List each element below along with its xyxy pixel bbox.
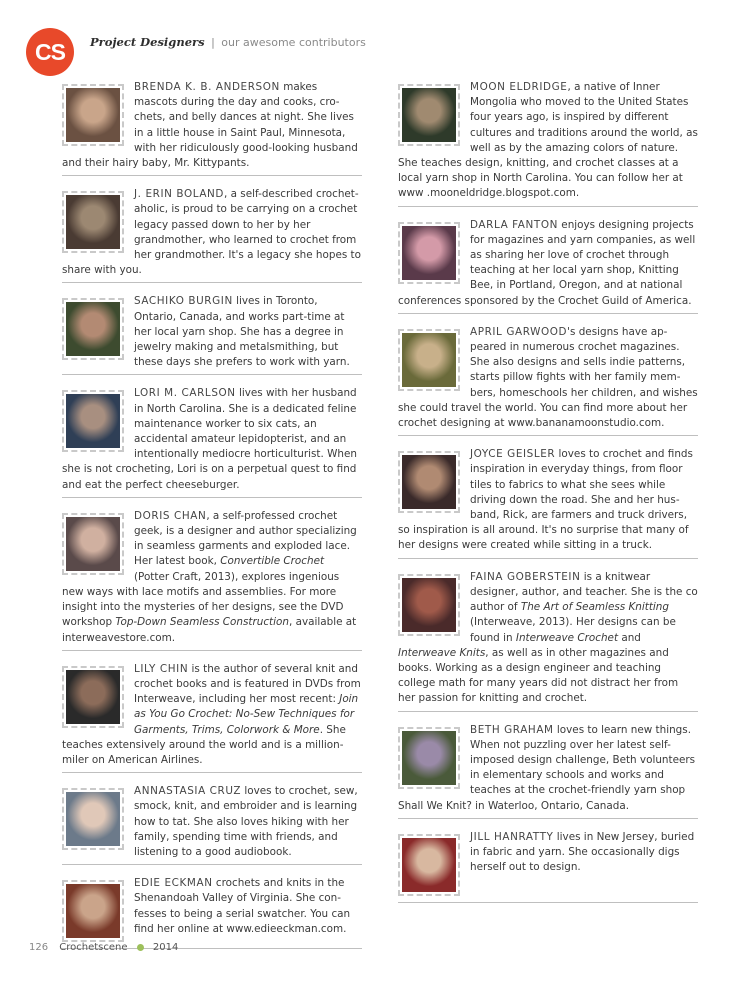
magazine-name: Crochetscene <box>59 942 128 953</box>
portrait-image <box>66 88 120 142</box>
contributor-photo <box>398 222 460 284</box>
contributor-photo <box>62 788 124 850</box>
section-subtitle: our awesome contributors <box>221 36 366 49</box>
bio-text: enjoys designing projects for magazines and yarn companies, as well as sharing her love of crochet through teaching at her local yarn shop, Knitting Bee, in Portland, Oregon, and at national conferences sponsored by the Crochet Guild of America. <box>398 218 696 307</box>
contributor-entry <box>398 447 698 558</box>
left-column <box>62 80 362 960</box>
portrait-image <box>66 517 120 571</box>
bio-text: 's designs have appeared in numerous crochet magazines. She also designs and sells indie patterns, starts pillow fights with her family members, homeschools her children, and wishes she could travel the world. You can find more about her crochet designing at www.bananamoonstudio.com. <box>398 325 698 430</box>
contributor-name: SACHIKO BURGIN <box>134 295 233 308</box>
contributor-photo <box>398 451 460 513</box>
contributor-name: JOYCE GEISLER <box>470 448 556 461</box>
contributor-entry <box>62 784 362 865</box>
portrait-image <box>402 578 456 632</box>
portrait-image <box>402 88 456 142</box>
bio-text: loves to learn new things. When not puzzling over her latest self-imposed design challenge, Beth volunteers in elementary schools and works and teaches at the crochet-friendly yarn shop Shall We Knit? in Waterloo, Ontario, Canada. <box>398 723 696 812</box>
contributor-photo <box>62 513 124 575</box>
contributor-photo <box>398 834 460 896</box>
bio-text: lives in Toronto, Ontario, Canada, and works part-time at her local yarn shop. She has a degree in jewelry making and metalsmithing, but these days she prefers to work with yarn. <box>134 295 350 369</box>
contributor-name: DARLA FANTON <box>470 218 558 231</box>
section-title: Project Designers <box>90 35 205 49</box>
bio-text: and <box>618 631 641 644</box>
contributor-photo <box>62 191 124 253</box>
contributor-entry <box>62 80 362 176</box>
contributor-photo <box>398 329 460 391</box>
contributor-name: BRENDA K. B. ANDERSON <box>134 81 280 93</box>
bio-text: lives in New Jersey, buried in fabric and yarn. She occasionally digs herself out to design. <box>470 830 695 874</box>
contributor-entry <box>62 386 362 497</box>
contributor-photo <box>62 298 124 360</box>
bio-text: crochets and knits in the Shenandoah Valley of Virginia. She confesses to being a serial swatcher. You can find her online at www.edieeckman.com. <box>134 877 351 935</box>
portrait-image <box>402 333 456 387</box>
contributor-name: ANNASTASIA CRUZ <box>134 785 242 798</box>
contributor-entry <box>62 876 362 949</box>
italic-title: Interweave Crochet <box>515 631 619 644</box>
italic-title: Convertible Crochet <box>220 555 325 568</box>
bio-text: , a self-professed crochet geek, is a designer and author specializing in seamless garments and exploded lace. Her latest book, <box>134 509 357 568</box>
contributor-name: MOON ELDRIDGE <box>470 81 568 93</box>
bio-text: loves to crochet, sew, smock, knit, and embroider and is learning how to tat. She also loves hiking with her family, spending time with friends, and listening to a good audiobook. <box>134 785 358 858</box>
contributor-name: FAINA GOBERSTEIN <box>470 570 581 583</box>
page-footer <box>29 942 178 953</box>
portrait-image <box>66 302 120 356</box>
contributor-entry <box>398 830 698 903</box>
bio-text: (Potter Craft, 2013), explores ingenious new ways with lace motifs and assemblies. For more insight into the mysteries of her designs, see the DVD workshop <box>62 570 344 629</box>
page-number: 126 <box>29 942 49 953</box>
bio-text: , available at interweavestore.com. <box>62 616 357 644</box>
bio-text: is the author of several knit and crochet books and is featured in DVDs from Interweave, including her most recent: <box>134 662 361 706</box>
contributor-name: J. ERIN BOLAND <box>134 188 225 201</box>
contributor-name: DORIS CHAN <box>134 509 207 522</box>
issue-year: 2014 <box>152 942 179 953</box>
contributor-entry <box>62 509 362 651</box>
portrait-image <box>402 838 456 892</box>
portrait-image <box>66 394 120 448</box>
header-separator: | <box>211 36 215 49</box>
bio-text: loves to crochet and finds inspiration in everyday things, from floor tiles to fabrics to what she sees while driving down the road. She and her husband, Rick, are farmers and truck drivers, so inspiration is all around. It's no surprise that many of her designs were created while sitting in a truck. <box>398 448 693 552</box>
contributor-entry <box>398 80 698 207</box>
portrait-image <box>66 792 120 846</box>
italic-title: Join as You Go Crochet: No-Sew Techniques for Garments, Trims, Colorwork & More <box>134 693 359 736</box>
contributor-entry <box>398 570 698 712</box>
contributor-entry <box>398 325 698 436</box>
contributor-name: BETH GRAHAM <box>470 723 554 736</box>
italic-title: Top-Down Seamless Construction <box>115 616 289 629</box>
contributor-photo <box>62 666 124 728</box>
portrait-image <box>402 226 456 280</box>
contributor-name: LILY CHIN <box>134 662 189 675</box>
bio-text: lives with her husband in North Carolina. She is a dedicated feline maintenance worker to six cats, an accidental amateur lepidopterist, and an intentionally mediocre horticulturist. When she is not crocheting, Lori is on a perpetual quest to find and eat the perfect cheeseburger. <box>62 387 357 491</box>
portrait-image <box>66 670 120 724</box>
contributor-photo <box>62 84 124 146</box>
contributor-name: JILL HANRATTY <box>470 830 554 843</box>
bio-text: is a knitwear designer, author, and teacher. She is the co author of <box>470 570 698 614</box>
contributor-photo <box>398 84 460 146</box>
bio-text: makes mascots during the day and cooks, crochets, and belly dances at night. She lives in a little house in Saint Paul, Minnesota, with her ridiculously good-looking husband and their hairy baby, Mr. Kittypants. <box>62 81 358 170</box>
contributor-photo <box>62 880 124 942</box>
contributor-entry <box>62 662 362 773</box>
bio-text: , as well as in other magazines and books. Working as a design engineer and teaching college math for many years did not distract her from her passion for knitting and crochet. <box>398 646 679 705</box>
portrait-image <box>402 455 456 509</box>
contributor-photo <box>398 727 460 789</box>
bio-text: , a self-described crochet-aholic, is proud to be carrying on a crochet legacy passed down to her by her grandmother, who learned to crochet from her grandmother. It's a legacy she hopes to share with you. <box>62 188 361 277</box>
portrait-image <box>402 731 456 785</box>
footer-dot-icon <box>137 944 144 951</box>
contributor-name: APRIL GARWOOD <box>470 325 568 338</box>
contributor-photo <box>62 390 124 452</box>
italic-title: The Art of Seamless Knitting <box>520 601 669 614</box>
page-header <box>90 35 366 49</box>
cs-logo: CS <box>26 28 74 76</box>
italic-title: Interweave Knits <box>398 646 486 659</box>
contributor-entry <box>398 723 698 819</box>
contributor-entry <box>398 218 698 314</box>
portrait-image <box>66 195 120 249</box>
contributor-name: LORI M. CARLSON <box>134 387 236 400</box>
portrait-image <box>66 884 120 938</box>
contributor-entry <box>62 187 362 283</box>
right-column <box>398 80 698 914</box>
bio-text: . She teaches extensively around the world and is a millionmiler on American Airlines. <box>62 723 346 766</box>
bio-text: , a native of Inner Mongolia who moved to the United States four years ago, is inspired by different cultures and traditions around the world, as well as by the amazing colors of nature. She teaches design, knitting, and crochet classes at a local yarn shop in North Carolina. You can follow her at www .mooneldridge.blogspot.com. <box>398 81 698 200</box>
bio-text: (Interweave, 2013). Her designs can be found in <box>470 616 676 644</box>
contributor-entry <box>62 294 362 375</box>
contributor-photo <box>398 574 460 636</box>
contributor-name: EDIE ECKMAN <box>134 877 213 890</box>
